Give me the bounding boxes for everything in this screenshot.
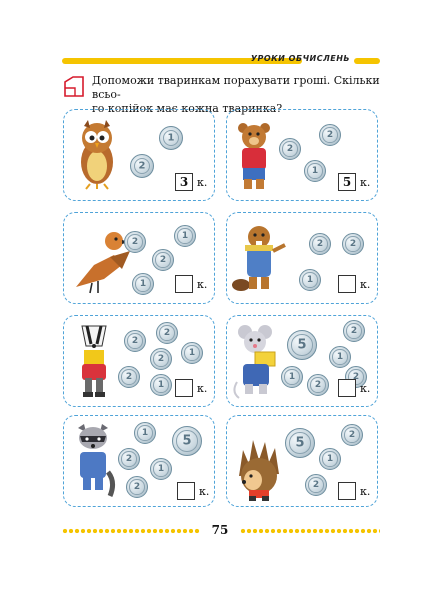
card-badger <box>63 315 215 407</box>
answer-box[interactable] <box>175 275 193 293</box>
card-bear <box>226 109 378 201</box>
coin: 2 <box>124 330 146 352</box>
coin: 2 <box>156 322 178 344</box>
coin: 2 <box>152 249 174 271</box>
badger-icon <box>72 322 116 402</box>
unit-label: к. <box>360 485 371 498</box>
coin: 2 <box>126 476 148 498</box>
answer-box[interactable] <box>338 482 356 500</box>
coin: 5 <box>172 426 202 456</box>
coin: 1 <box>134 422 156 444</box>
unit-label: к. <box>197 382 208 395</box>
task-line-2: го копійок має кожна тваринка? <box>92 102 283 115</box>
header-decor-tail <box>354 58 380 64</box>
card-owl <box>63 109 215 201</box>
task-number-icon <box>63 76 85 98</box>
page-number: 75 <box>211 523 229 537</box>
card-mouse <box>226 315 378 407</box>
unit-label: к. <box>197 278 208 291</box>
owl-icon <box>72 118 122 190</box>
section-title: УРОКИ ОБЧИСЛЕНЬ <box>250 54 350 63</box>
coin: 2 <box>130 154 154 178</box>
hedgehog-icon <box>235 436 283 502</box>
answer-box[interactable] <box>177 482 195 500</box>
answer-box[interactable] <box>338 275 356 293</box>
task-line-1: Допоможи тваринкам порахувати гроші. Скільки всьо- <box>92 74 380 101</box>
answer-box[interactable]: 3 <box>175 173 193 191</box>
coin: 2 <box>309 233 331 255</box>
coin: 1 <box>150 458 172 480</box>
coin: 1 <box>150 374 172 396</box>
coin: 1 <box>299 269 321 291</box>
coin: 1 <box>281 366 303 388</box>
coin: 1 <box>304 160 326 182</box>
coin: 1 <box>132 273 154 295</box>
unit-label: к. <box>360 278 371 291</box>
footer-dots-right <box>240 528 380 534</box>
unit-label: к. <box>360 176 371 189</box>
coin: 2 <box>150 348 172 370</box>
coin: 1 <box>174 225 196 247</box>
coin: 2 <box>118 366 140 388</box>
bird-icon <box>70 225 132 295</box>
coin: 2 <box>305 474 327 496</box>
card-beaver <box>226 212 378 304</box>
answer-box[interactable]: 5 <box>338 173 356 191</box>
beaver-icon <box>231 223 289 297</box>
coin: 2 <box>307 374 329 396</box>
coin: 1 <box>181 342 203 364</box>
card-bird <box>63 212 215 304</box>
coin: 2 <box>342 233 364 255</box>
footer-dots-left <box>62 528 200 534</box>
coin: 2 <box>345 366 367 388</box>
raccoon-icon <box>70 422 116 502</box>
unit-label: к. <box>197 176 208 189</box>
card-hedgehog <box>226 415 378 507</box>
coin: 1 <box>319 448 341 470</box>
coin: 2 <box>343 320 365 342</box>
coin: 2 <box>341 424 363 446</box>
coin: 1 <box>159 126 183 150</box>
bear-icon <box>233 120 277 192</box>
coin: 2 <box>118 448 140 470</box>
coin: 2 <box>124 231 146 253</box>
card-raccoon <box>63 415 215 507</box>
coin: 5 <box>285 428 315 458</box>
footer-band <box>62 524 380 538</box>
coin: 1 <box>329 346 351 368</box>
coin: 2 <box>319 124 341 146</box>
header-band <box>62 56 380 66</box>
unit-label: к. <box>199 485 210 498</box>
coin: 5 <box>287 330 317 360</box>
coin: 2 <box>279 138 301 160</box>
unit-label: к. <box>360 382 371 395</box>
mouse-icon <box>231 322 281 402</box>
answer-box[interactable] <box>175 379 193 397</box>
